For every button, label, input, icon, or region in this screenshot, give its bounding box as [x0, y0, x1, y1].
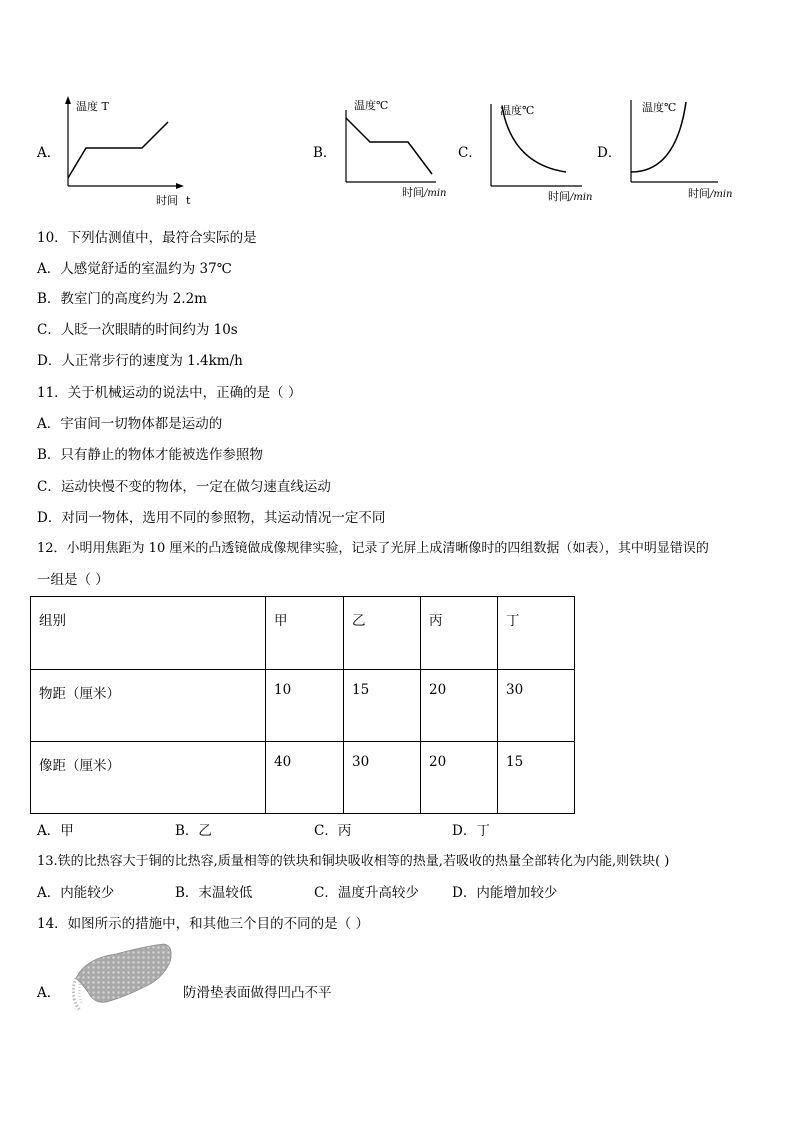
graph-c-ylabel: 温度℃ [500, 104, 535, 117]
q12-stem-line1: 12．小明用焦距为 10 厘米的凸透镜做成像规律实验，记录了光屏上成清晰像时的四组数据（如表），其中明显错误的 [37, 541, 709, 556]
table-cell: 20 [421, 742, 498, 814]
q10-stem: 10．下列估测值中，最符合实际的是 [37, 230, 257, 246]
q13-option-c: C．温度升高较少 [314, 885, 419, 901]
anti-slip-mat-image [66, 940, 176, 1020]
q13-stem: 13.铁的比热容大于铜的比热容,质量相等的铁块和铜块吸收相等的热量,若吸收的热量全部转化为内能,则铁块( ) [37, 854, 670, 869]
graph-b-xlabel: 时间 [402, 186, 424, 199]
table-header-row [31, 597, 575, 670]
table-row [31, 670, 575, 742]
q10-option-b: B．教室门的高度约为 2.2m [37, 291, 207, 307]
graph-c-xlabel: 时间 [548, 190, 570, 203]
q14-stem: 14．如图所示的措施中，和其他三个目的不同的是（ ） [37, 916, 369, 932]
graph-d-ylabel: 温度℃ [642, 101, 677, 114]
table-header-cell: 甲 [266, 597, 344, 670]
q13-option-d: D．内能增加较少 [452, 885, 558, 901]
q10-option-d: D．人正常步行的速度为 1.4km/h [37, 353, 243, 369]
table-header-cell: 丁 [498, 597, 575, 670]
q13-option-b: B．末温较低 [175, 885, 253, 901]
graph-a-x-arrow [176, 183, 184, 189]
table-header-cell: 组别 [31, 597, 266, 670]
graph-a-label: A． [37, 145, 61, 161]
graph-c-label: C． [458, 145, 482, 161]
q11-option-b: B．只有静止的物体才能被选作参照物 [37, 447, 263, 463]
table-cell: 10 [266, 670, 344, 742]
graph-b-curve [346, 118, 432, 174]
q11-option-d: D．对同一物体，选用不同的参照物，其运动情况一定不同 [37, 510, 386, 526]
table-cell: 像距（厘米） [31, 742, 266, 814]
q10-option-a: A．人感觉舒适的室温约为 37℃ [37, 261, 232, 277]
q12-option-b: B．乙 [175, 823, 212, 839]
q12-stem-line2: 一组是（ ） [37, 572, 109, 588]
graph-b-xunit: /min [424, 188, 447, 199]
graph-d-xunit: /min [710, 189, 733, 200]
lens-data-table [30, 596, 575, 814]
q11-option-c: C．运动快慢不变的物体，一定在做匀速直线运动 [37, 479, 331, 495]
graph-d-label: D． [597, 145, 622, 161]
table-cell: 40 [266, 742, 344, 814]
graph-c-xunit: /min [570, 192, 593, 203]
table-row [31, 742, 575, 814]
table-cell: 30 [498, 670, 575, 742]
graph-a-ylabel: 温度 T [76, 100, 109, 113]
graph-a-xlabel: 时间 [156, 194, 178, 207]
table-cell: 15 [498, 742, 575, 814]
table-cell: 20 [421, 670, 498, 742]
graph-b-ylabel: 温度℃ [354, 99, 389, 112]
table-header-cell: 丙 [421, 597, 498, 670]
graph-a-y-arrow [65, 96, 71, 104]
table-cell: 物距（厘米） [31, 670, 266, 742]
table-cell: 30 [344, 742, 421, 814]
q12-option-a: A．甲 [37, 823, 74, 839]
graph-c [482, 96, 602, 206]
q10-option-c: C．人眨一次眼睛的时间约为 10s [37, 322, 238, 338]
graph-a [60, 92, 200, 210]
graph-b-label: B． [313, 145, 337, 161]
q12-option-c: C．丙 [314, 823, 352, 839]
graph-b [336, 92, 456, 204]
graph-d-xlabel: 时间 [688, 187, 710, 200]
q14-option-a-text: 防滑垫表面做得凹凸不平 [183, 985, 332, 1001]
graph-d [622, 94, 752, 206]
q14-option-a-label: A． [37, 985, 61, 1001]
graph-a-xunit: t [186, 194, 191, 207]
q13-option-a: A．内能较少 [37, 885, 115, 901]
q11-stem: 11．关于机械运动的说法中，正确的是（ ） [37, 385, 302, 401]
q11-option-a: A．宇宙间一切物体都是运动的 [37, 416, 223, 432]
graph-a-curve [68, 122, 168, 178]
table-header-cell: 乙 [344, 597, 421, 670]
table-cell: 15 [344, 670, 421, 742]
q12-option-d: D．丁 [452, 823, 490, 839]
